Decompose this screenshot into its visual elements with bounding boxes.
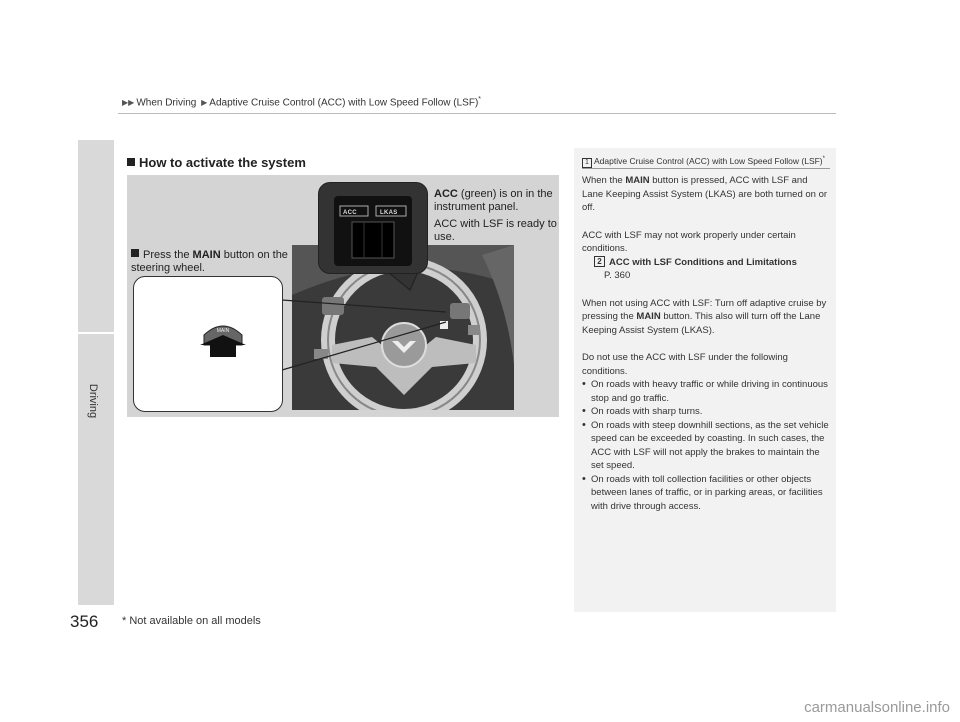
arrow-icon: ▶ bbox=[201, 98, 208, 108]
note-text: (green) is on in the instrument panel. bbox=[434, 188, 553, 213]
conditions-list bbox=[582, 378, 830, 513]
main-button-illustration bbox=[198, 315, 248, 361]
instrument-cluster bbox=[334, 196, 412, 266]
sidebar-title bbox=[582, 156, 825, 168]
sidebar-paragraph: Do not use the ACC with LSF under the following conditions. bbox=[582, 352, 788, 377]
ready-note: ACC with LSF is ready to use. bbox=[434, 218, 557, 243]
acc-label: ACC bbox=[434, 188, 458, 200]
cross-reference-link[interactable] bbox=[582, 256, 830, 270]
cross-reference-icon: 2 bbox=[594, 256, 605, 267]
list-item: • On roads with heavy traffic or while driving in continuous stop and go traffic. bbox=[582, 378, 830, 405]
list-item: • On roads with toll collection facilities or other objects between lanes of traffic, or in parking areas, or facilities with drive through access. bbox=[582, 473, 830, 514]
text: button is pressed, ACC with LSF and Lane Keeping Assist System (LKAS) are both turned on or off. bbox=[582, 175, 828, 213]
text: When not using ACC with LSF: Turn off adaptive cruise by pressing the bbox=[582, 297, 827, 322]
chapter-label: Driving bbox=[87, 383, 99, 419]
sidebar-paragraph bbox=[582, 297, 830, 338]
text: button. This also will turn off the Lane Keeping Assist System (LKAS). bbox=[582, 311, 821, 336]
sidebar-paragraph: ACC with LSF may not work properly under certain conditions. bbox=[582, 229, 796, 254]
note-text: button on the steering wheel. bbox=[131, 249, 288, 274]
note-text: Press the bbox=[143, 249, 190, 261]
acc-indicator: ACC bbox=[343, 210, 357, 216]
cluster-frame-icon bbox=[334, 196, 412, 266]
asterisk: * bbox=[478, 96, 482, 103]
press-main-note bbox=[131, 249, 291, 275]
main-label: MAIN bbox=[636, 311, 661, 322]
watermark: carmanualsonline.info bbox=[804, 699, 950, 716]
list-item: • On roads with sharp turns. bbox=[582, 405, 830, 419]
breadcrumb-item-when-driving: When Driving bbox=[136, 97, 197, 109]
sidebar-paragraph bbox=[582, 174, 830, 215]
main-button-icon bbox=[198, 315, 248, 361]
cross-reference-title: ACC with LSF Conditions and Limitations bbox=[609, 256, 797, 268]
sidebar-body bbox=[582, 174, 830, 513]
list-item: • On roads with steep downhill sections, as the set vehicle speed can be exceeded by coasting. In such cases, the ACC with LSF will not apply the brakes to maintain the set speed. bbox=[582, 419, 830, 473]
svg-text:MAIN: MAIN bbox=[216, 328, 230, 334]
text: When the bbox=[582, 175, 623, 186]
main-label: MAIN bbox=[192, 249, 221, 261]
arrow-icon: ▶▶ bbox=[122, 98, 135, 108]
breadcrumb-item-acc: Adaptive Cruise Control (ACC) with Low Speed Follow (LSF) bbox=[209, 97, 479, 109]
asterisk: * bbox=[822, 156, 825, 163]
page-number: 356 bbox=[70, 612, 99, 631]
sidebar-divider bbox=[582, 168, 830, 169]
square-bullet-icon bbox=[131, 249, 139, 257]
footnote: * Not available on all models bbox=[122, 615, 261, 627]
section-heading-text: How to activate the system bbox=[139, 155, 306, 170]
note-icon: 1 bbox=[582, 158, 592, 168]
acc-indicator-note bbox=[434, 188, 560, 248]
sidebar-title-text: Adaptive Cruise Control (ACC) with Low Speed Follow (LSF) bbox=[594, 156, 823, 166]
lkas-indicator: LKAS bbox=[380, 210, 398, 216]
main-label: MAIN bbox=[625, 175, 650, 186]
cross-reference-page: P. 360 bbox=[604, 270, 631, 281]
